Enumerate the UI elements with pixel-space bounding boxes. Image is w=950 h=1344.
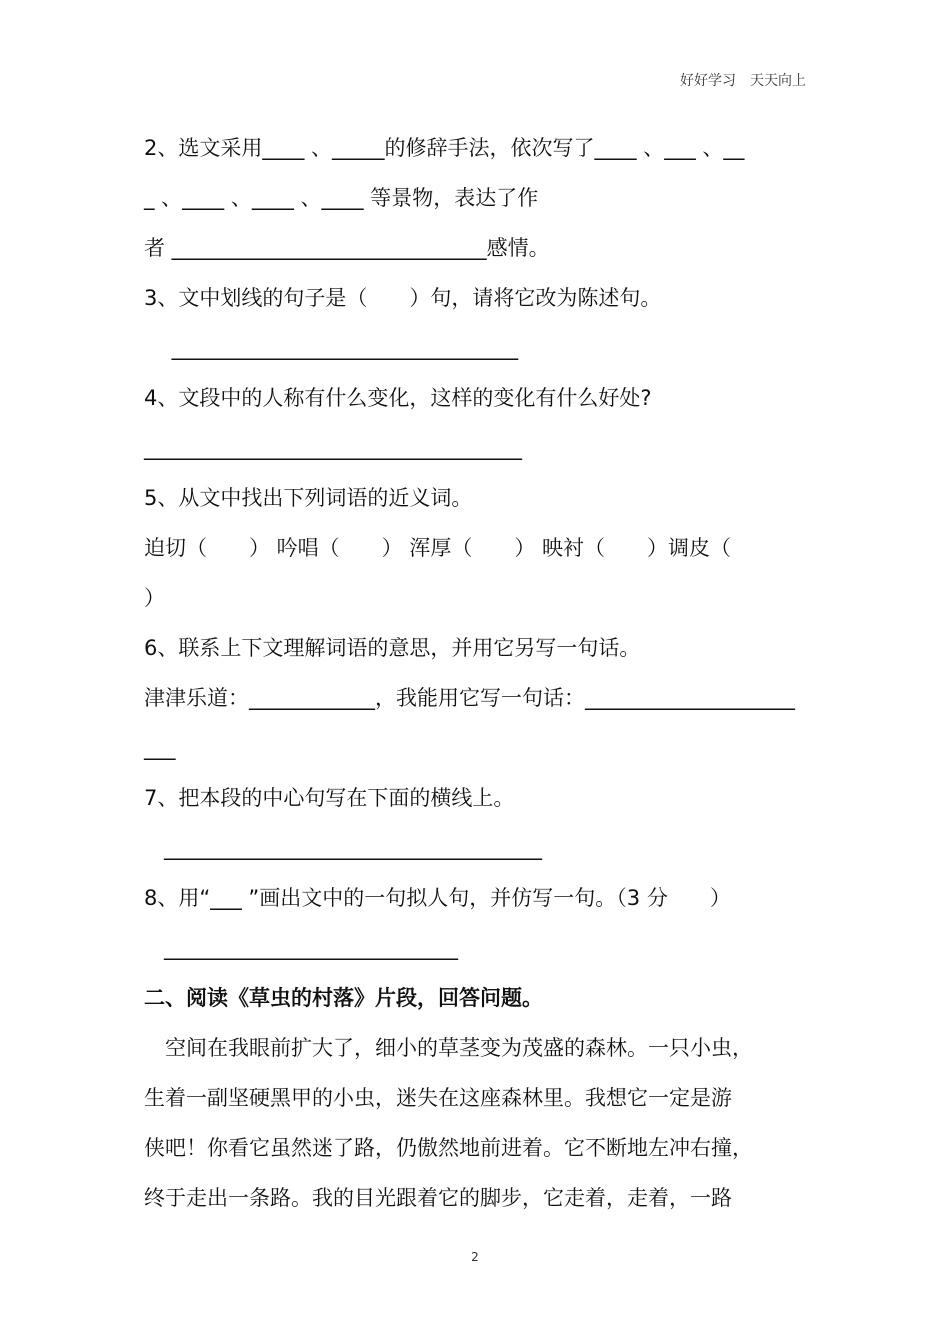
question-2-line-3: 者 ______________________________感情。 <box>144 236 550 260</box>
passage-line-3: 侠吧！你看它虽然迷了路，仍傲然地前进着。它不断地左冲右撞， <box>144 1136 753 1160</box>
question-6-answer: 津津乐道：____________，我能用它写一句话：____________________ <box>144 686 795 710</box>
question-7-line: 7、把本段的中心句写在下面的横线上。 <box>144 786 515 810</box>
page-header: 好好学习 天天向上 <box>680 73 806 89</box>
question-2-line-2: _ 、____ 、____ 、____ 等景物，表达了作 <box>144 186 539 210</box>
question-7-answer-blank: ____________________________________ <box>144 836 543 860</box>
passage-line-1: 空间在我眼前扩大了，细小的草茎变为茂盛的森林。一只小虫， <box>144 1036 753 1060</box>
question-8-answer-blank: ____________________________ <box>144 936 459 960</box>
question-5-words: 迫切（ ） 吟唱（ ） 浑厚（ ） 映衬（ ）调皮（ <box>144 536 732 560</box>
passage-line-4: 终于走出一条路。我的目光跟着它的脚步，它走着，走着，一路 <box>144 1186 732 1210</box>
question-5-words-cont: ） <box>144 586 165 610</box>
question-6-line: 6、联系上下文理解词语的意思，并用它另写一句话。 <box>144 636 641 660</box>
question-4-answer-blank: ____________________________________ <box>144 436 522 460</box>
page-number: 2 <box>471 1250 479 1264</box>
passage-line-2: 生着一副坚硬黑甲的小虫，迷失在这座森林里。我想它一定是游 <box>144 1086 732 1110</box>
question-6-answer-cont: ___ <box>144 736 176 760</box>
question-2-line-1: 2、选文采用____ 、_____的修辞手法，依次写了____ 、___ 、__ <box>144 136 745 160</box>
section-2-heading: 二、阅读《草虫的村落》片段，回答问题。 <box>144 986 543 1010</box>
question-4-line: 4、文段中的人称有什么变化，这样的变化有什么好处? <box>144 386 652 410</box>
question-8-line: 8、用“___ ”画出文中的一句拟人句，并仿写一句。（3 分 ） <box>144 886 731 910</box>
question-3-line: 3、文中划线的句子是（ ）句，请将它改为陈述句。 <box>144 286 662 310</box>
question-3-answer-blank: _________________________________ <box>144 336 519 360</box>
question-5-line: 5、从文中找出下列词语的近义词。 <box>144 486 473 510</box>
